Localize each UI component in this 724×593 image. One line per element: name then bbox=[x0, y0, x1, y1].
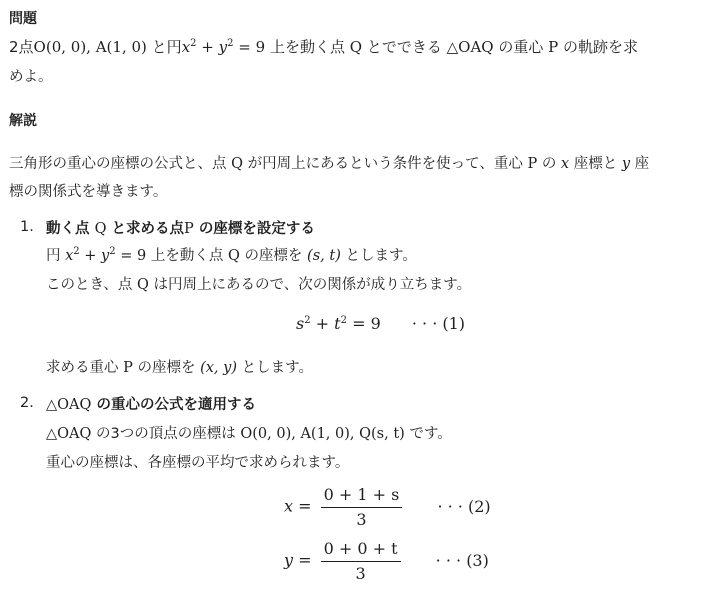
fraction-x bbox=[321, 485, 403, 529]
text: の座標を設定する bbox=[198, 221, 315, 237]
point-p: P bbox=[548, 38, 559, 56]
text: の重心の公式を適用する bbox=[96, 397, 256, 413]
text: は円周上にあるので、次の関係が成り立ちます。 bbox=[153, 277, 472, 293]
math-plus: + bbox=[196, 38, 219, 56]
equals: = bbox=[293, 496, 317, 516]
text: の bbox=[541, 156, 557, 172]
point-p: P bbox=[527, 156, 538, 172]
point-q: Q bbox=[227, 248, 240, 264]
math-y: y bbox=[284, 550, 294, 570]
text: 動く点 bbox=[46, 221, 90, 237]
math-x: x bbox=[65, 248, 74, 264]
equals: = bbox=[293, 550, 317, 570]
text: と求める点 bbox=[111, 221, 185, 237]
text: 上を動く点 bbox=[269, 38, 345, 56]
point-q: Q bbox=[94, 221, 107, 237]
text: 上を動く点 bbox=[150, 248, 224, 264]
text: と円 bbox=[151, 38, 182, 56]
math-y: y bbox=[621, 156, 631, 172]
triangle-oaq: △OAQ bbox=[46, 397, 92, 413]
text: 三角形の重心の座標の公式と、点 bbox=[9, 156, 227, 172]
numerator: 0 + 0 + t bbox=[321, 539, 401, 562]
equation-tag-3: · · · (3) bbox=[435, 550, 489, 570]
text: とします。 bbox=[241, 360, 313, 376]
math-rhs: = 9 bbox=[115, 248, 147, 264]
explanation-intro-line1 bbox=[9, 152, 649, 173]
numerator: 0 + 1 + s bbox=[321, 485, 403, 508]
exp: 2 bbox=[340, 315, 347, 326]
triangle-oaq: △OAQ bbox=[46, 426, 92, 442]
point-p: P bbox=[123, 360, 133, 376]
fraction-y bbox=[321, 539, 401, 583]
equation-tag-2: · · · (2) bbox=[437, 496, 491, 516]
text: 座 bbox=[634, 156, 650, 172]
step1-number: 1. bbox=[20, 219, 34, 235]
text: 2点 bbox=[9, 38, 34, 56]
text: の座標を bbox=[137, 360, 196, 376]
problem-text-line1 bbox=[9, 36, 638, 57]
step2-line2: 重心の座標は、各座標の平均で求められます。 bbox=[46, 455, 350, 471]
point-q-coord: Q(s, t) bbox=[359, 426, 405, 442]
triangle-oaq: △OAQ bbox=[446, 38, 494, 56]
coord-st: (s, t) bbox=[307, 248, 341, 264]
sep: , bbox=[349, 426, 360, 442]
step1-line3 bbox=[46, 356, 313, 377]
exp: 2 bbox=[190, 38, 197, 49]
text: 円 bbox=[46, 248, 61, 264]
point-q: Q bbox=[137, 277, 149, 293]
text: の3つの頂点の座標は bbox=[96, 426, 236, 442]
exp: 2 bbox=[227, 38, 234, 49]
point-q: Q bbox=[231, 156, 243, 172]
exp: 2 bbox=[304, 315, 311, 326]
math-x: x bbox=[560, 156, 570, 172]
math-plus: + bbox=[310, 314, 335, 333]
math-t: t bbox=[334, 314, 341, 333]
text: の軌跡を求 bbox=[563, 38, 639, 56]
text: 座標と bbox=[573, 156, 618, 172]
coord-xy: (x, y) bbox=[200, 360, 237, 376]
point-p: P bbox=[184, 221, 194, 237]
step2-line1 bbox=[46, 422, 452, 443]
equation-1 bbox=[296, 314, 465, 333]
problem-heading: 問題 bbox=[9, 11, 37, 27]
point-a: A(1, 0) bbox=[300, 426, 350, 442]
denominator: 3 bbox=[356, 510, 367, 529]
text: です。 bbox=[409, 426, 452, 442]
text: とでできる bbox=[366, 38, 442, 56]
point-a: A(1, 0) bbox=[95, 38, 147, 56]
equation-2 bbox=[284, 485, 491, 529]
step1-title bbox=[46, 217, 315, 238]
step2-title bbox=[46, 393, 256, 414]
point-o: O(0, 0) bbox=[240, 426, 292, 442]
explanation-intro-line2: 標の関係式を導きます。 bbox=[9, 184, 168, 200]
exp: 2 bbox=[109, 246, 116, 257]
math-plus: + bbox=[79, 248, 102, 264]
sep: , bbox=[86, 38, 96, 56]
math-x: x bbox=[284, 496, 294, 516]
point-o: O(0, 0) bbox=[33, 38, 87, 56]
equation-3 bbox=[284, 539, 489, 583]
math-rhs: = 9 bbox=[346, 314, 381, 333]
explanation-heading: 解説 bbox=[9, 113, 37, 129]
step1-line2 bbox=[46, 273, 471, 294]
math-y: y bbox=[101, 248, 110, 264]
text: とします。 bbox=[345, 248, 417, 264]
math-x: x bbox=[181, 38, 191, 56]
math-y: y bbox=[218, 38, 228, 56]
step2-number: 2. bbox=[20, 395, 34, 411]
math-rhs: = 9 bbox=[233, 38, 266, 56]
text: 求める重心 bbox=[46, 360, 119, 376]
problem-text-line2: めよ。 bbox=[9, 69, 53, 85]
text: このとき、点 bbox=[46, 277, 133, 293]
exp: 2 bbox=[73, 246, 80, 257]
text: が円周上にあるという条件を使って、重心 bbox=[247, 156, 523, 172]
denominator: 3 bbox=[355, 564, 366, 583]
text: の重心 bbox=[498, 38, 544, 56]
step1-line1 bbox=[46, 244, 417, 265]
sep: , bbox=[291, 426, 301, 442]
equation-tag-1: · · · (1) bbox=[411, 314, 466, 333]
point-q: Q bbox=[349, 38, 363, 56]
text: の座標を bbox=[244, 248, 303, 264]
math-s: s bbox=[296, 314, 305, 333]
